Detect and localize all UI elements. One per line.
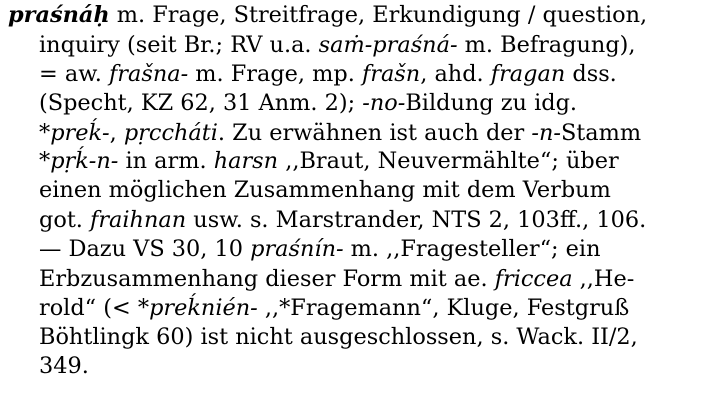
line-content xyxy=(39,207,646,233)
text-segment: dss. xyxy=(565,61,617,87)
italic-form: saṁ-praśná- xyxy=(318,32,458,58)
italic-form: preḱ- xyxy=(50,120,110,146)
line-content xyxy=(39,90,577,116)
text-segment: * xyxy=(39,120,51,146)
entry-line xyxy=(39,322,638,352)
text-segment: m. Frage, mp. xyxy=(188,61,362,87)
text-segment: * xyxy=(39,148,51,174)
text-segment: Bildung zu idg. xyxy=(405,90,578,116)
line-content xyxy=(117,2,647,28)
entry-line xyxy=(39,205,646,235)
italic-form: friccea xyxy=(494,266,573,292)
italic-form: preḱnién- xyxy=(149,295,258,321)
text-segment: in arm. xyxy=(118,148,214,174)
text-segment: ,,He- xyxy=(572,266,635,292)
text-segment: m. Frage, Streitfrage, Erkundigung / question, xyxy=(116,2,648,28)
text-segment: — Dazu VS 30, 10 xyxy=(39,236,251,262)
line-content xyxy=(39,177,611,203)
text-segment: , xyxy=(109,120,124,146)
text-segment: usw. s. Marstrander, NTS 2, 103ff., 106. xyxy=(186,207,647,233)
text-segment: = aw. xyxy=(39,61,109,87)
line-content xyxy=(39,61,617,87)
line-content xyxy=(39,266,634,292)
entry-line xyxy=(39,146,619,176)
text-segment: ,,*Fragemann“, Kluge, Festgruß xyxy=(257,295,630,321)
text-segment: Stamm xyxy=(560,120,642,146)
text-segment: m. Befragung), xyxy=(457,32,636,58)
text-segment: , ahd. xyxy=(420,61,491,87)
line-content xyxy=(39,32,636,58)
entry-line xyxy=(39,59,617,89)
text-segment: Erbzusammenhang dieser Form mit ae. xyxy=(39,266,495,292)
italic-form: pṛḱ-n- xyxy=(50,148,119,174)
text-segment: got. xyxy=(39,207,91,233)
line-content xyxy=(39,295,629,321)
text-segment: m. ,,Fragesteller“; ein xyxy=(343,236,601,262)
entry-line xyxy=(39,264,634,294)
italic-form: frašna- xyxy=(108,61,189,87)
text-segment: . Zu erwähnen ist auch der xyxy=(217,120,532,146)
headword: praśnáḥ xyxy=(8,2,110,28)
text-segment: rold“ (< * xyxy=(39,295,150,321)
italic-form: -no- xyxy=(362,90,406,116)
text-segment: Böhtlingk 60) ist nicht ausgeschlossen, s. Wack. II/2, xyxy=(39,324,638,350)
entry-line xyxy=(39,351,89,381)
text-segment: 349. xyxy=(39,353,89,379)
entry-line xyxy=(39,88,577,118)
italic-form: frašn xyxy=(361,61,421,87)
italic-form: fraihnan xyxy=(90,207,187,233)
italic-form: pṛccháti xyxy=(123,120,218,146)
entry-line xyxy=(39,293,629,323)
text-segment: einen möglichen Zusammenhang mit dem Verbum xyxy=(39,177,611,203)
italic-form: fragan xyxy=(490,61,566,87)
text-segment: inquiry (seit Br.; RV u.a. xyxy=(39,32,319,58)
entry-line xyxy=(39,118,641,148)
entry-line xyxy=(39,175,611,205)
entry-line xyxy=(39,30,636,60)
entry-line xyxy=(8,0,647,30)
italic-form: -n- xyxy=(531,120,561,146)
line-content xyxy=(39,148,619,174)
line-content xyxy=(39,324,638,350)
italic-form: praśnín- xyxy=(250,236,344,262)
line-content xyxy=(39,120,641,146)
line-content xyxy=(39,236,601,262)
entry-line xyxy=(39,234,601,264)
line-content xyxy=(39,353,89,379)
italic-form: harsn xyxy=(213,148,279,174)
text-segment: ,,Braut, Neuvermählte“; über xyxy=(278,148,619,174)
text-segment: (Specht, KZ 62, 31 Anm. 2); xyxy=(39,90,363,116)
